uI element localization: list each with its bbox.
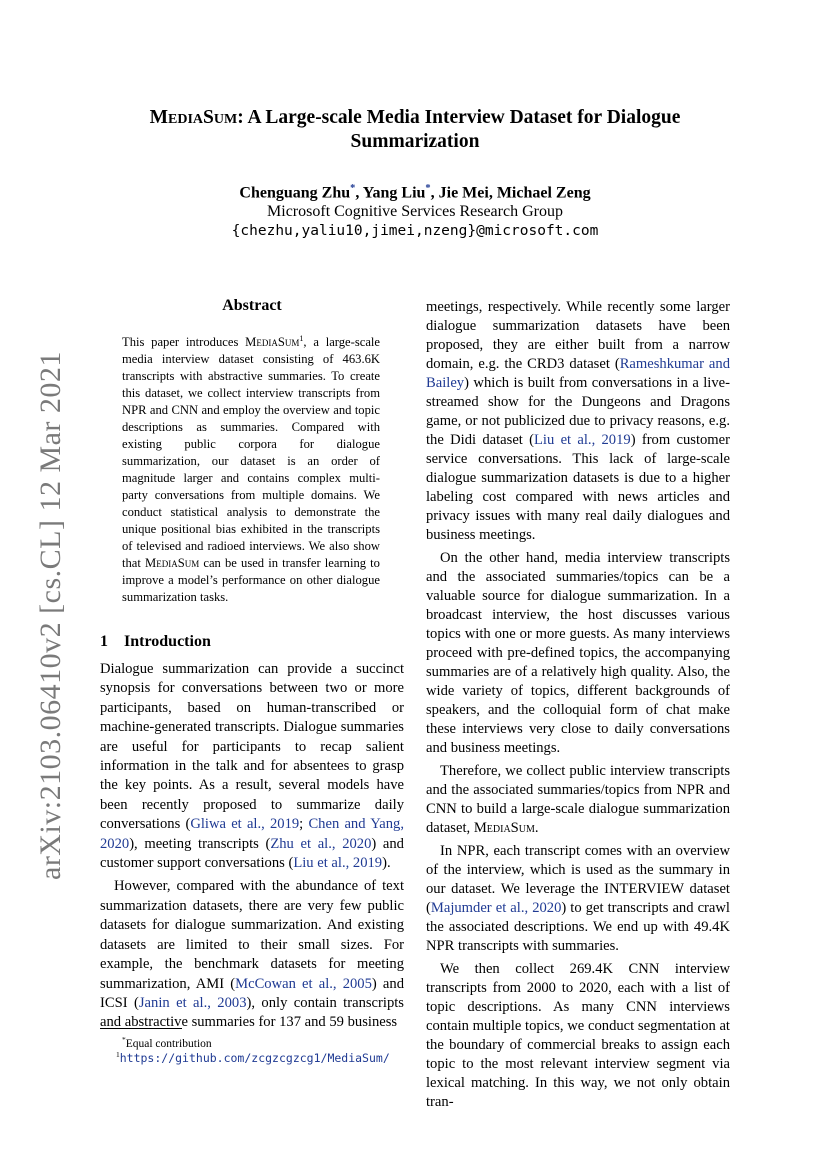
body-text: Therefore, we collect public interview transcripts and the associated summaries/topics from NPR and CNN to build a large-scale dialogue summarization dataset, xyxy=(426,763,730,836)
abstract-text-3: can be used in transfer learning to improve a model’s performance on other dialogue summarization tasks. xyxy=(122,556,380,605)
author-rest: Jie Mei, Michael Zeng xyxy=(438,184,591,202)
dataset-name: MediaSum xyxy=(473,820,535,836)
intro-right-column xyxy=(426,298,730,1112)
citation-link[interactable]: Chen and Yang, 2020 xyxy=(100,816,404,852)
arxiv-watermark xyxy=(26,290,70,890)
body-text: In NPR, each transcript comes with an overview of the interview, which is used as the summary in our dataset. We leverage the INTERVIEW dataset ( xyxy=(426,843,730,916)
body-text: ) from customer service conversations. This lack of large-scale dialogue summarization datasets is due to a higher labeling cost compared with news articles and privacy issues with many real daily dialogues and business meetings. xyxy=(426,432,730,543)
citation-link[interactable]: Liu et al., 2019 xyxy=(534,432,631,448)
section-heading xyxy=(100,633,211,651)
intro-text: However, compared with the abundance of text summarization datasets, there are very few public datasets for dialogue summarization. And existing datasets are limited to their small sizes. For example, the benchmark datasets for meeting summarization, AMI ( xyxy=(100,878,404,992)
title-rest: : A Large-scale Media Interview Dataset for Dialogue Summarization xyxy=(237,107,681,152)
intro-left-column xyxy=(100,660,404,1033)
right-paragraph-4 xyxy=(426,842,730,956)
intro-text: ) and ICSI ( xyxy=(100,975,404,1011)
section-title: Introduction xyxy=(124,633,211,650)
footnote-2 xyxy=(100,1047,420,1067)
paper-title xyxy=(110,106,720,154)
author-list: Chenguang Zhu*, Yang Liu*, Jie Mei, Michael Zeng xyxy=(239,183,591,202)
citation-link[interactable]: Gliwa et al., 2019 xyxy=(190,816,300,833)
equal-contrib-mark-2[interactable]: * xyxy=(425,183,431,194)
affiliation: Microsoft Cognitive Services Research Group xyxy=(267,203,563,220)
intro-text: ), only contain transcripts and abstractive summaries for 137 and 59 business xyxy=(100,994,404,1031)
footnote-ref-1[interactable]: 1 xyxy=(299,334,304,343)
arxiv-id: arXiv:2103.06410v2 [cs.CL] 12 Mar 2021 xyxy=(34,351,67,880)
citation-link[interactable]: Liu et al., 2019 xyxy=(293,855,383,872)
intro-text: ). xyxy=(382,855,391,872)
citation-link[interactable]: Rameshkumar and Bailey xyxy=(426,356,730,391)
author-1: Chenguang Zhu xyxy=(239,184,351,202)
citation-link[interactable]: Zhu et al., 2020 xyxy=(270,835,372,852)
body-text: . xyxy=(534,820,539,836)
footnote-rule xyxy=(100,1028,182,1029)
abstract-body xyxy=(122,330,380,606)
citation-link[interactable]: McCowan et al., 2005 xyxy=(235,975,372,992)
citation-link[interactable]: Janin et al., 2003 xyxy=(138,994,247,1011)
repository-url-link[interactable]: https://github.com/zcgzcgzcg1/MediaSum/ xyxy=(119,1050,390,1065)
citation-link[interactable]: Majumder et al., 2020 xyxy=(430,900,562,916)
intro-text: ) and customer support conversations ( xyxy=(100,835,404,872)
footnote-mark: 1 xyxy=(116,1050,120,1059)
intro-paragraph-1 xyxy=(100,660,404,873)
abstract-text-1: This paper introduces xyxy=(122,335,246,350)
body-text: ) which is built from conversations in a live-streamed show for the Dungeons and Dragons game, or not publicized due to privacy reasons, e.g. the Didi dataset ( xyxy=(426,375,730,448)
author-2: Yang Liu xyxy=(362,184,426,202)
abstract-dataset-name-2: MediaSum xyxy=(145,556,200,571)
abstract-dataset-name: MediaSum xyxy=(245,335,300,350)
intro-text: ; xyxy=(299,816,309,833)
author-email: {chezhu,yaliu10,jimei,nzeng}@microsoft.com xyxy=(231,223,599,239)
right-paragraph-5: We then collect 269.4K CNN interview transcripts from 2000 to 2020, each with a list of topic descriptions. As many CNN interviews contain multiple topics, we conduct segmentation at the boundary of commercial breaks to assign each topic to the most relevant interview segment via lexical matching. In this way, we not only obtain tran- xyxy=(426,961,730,1110)
title-dataset-name: MediaSum xyxy=(149,107,238,128)
footnote-mark: * xyxy=(122,1035,126,1044)
footnote-text: Equal contribution xyxy=(125,1037,212,1050)
intro-paragraph-2 xyxy=(100,877,404,1032)
right-paragraph-3 xyxy=(426,762,730,838)
equal-contrib-mark-1[interactable]: * xyxy=(350,183,356,194)
intro-text: Dialogue summarization can provide a succinct synopsis for conversations between two or more participants, based on human-transcribed or machine-generated transcripts. Dialogue summaries are useful for participants to recap salient information in the talk and for absentees to grasp the key points. As a result, several models have been recently proposed to summarize daily conversations ( xyxy=(100,661,404,833)
body-text: ) to get transcripts and crawl the associated descriptions. We end up with 49.4K NPR transcripts with summaries. xyxy=(426,900,730,954)
intro-text: ), meeting transcripts ( xyxy=(129,835,271,852)
right-paragraph-2: On the other hand, media interview transcripts and the associated summaries/topics can be a valuable source for dialogue summarization. In a broadcast interview, the host discusses various topics with one or more guests. As many interviews proceed with pre-defined topics, the accompanying summaries are of a relatively high quality. Also, the wide variety of topics, different backgrounds of speakers, and the colloquial form of chat make these interviews very close to daily conversations and business meetings. xyxy=(426,550,730,756)
right-paragraph-1 xyxy=(426,298,730,545)
abstract-text-2: , a large-scale media interview dataset consisting of 463.6K transcripts with abstractive summaries. To create this dataset, we collect interview transcripts from NPR and CNN and employ the overview and topic descriptions as summaries. Compared with existing public corpora for dialogue summarization, our dataset is an order of magnitude larger and contains complex multi-party conversations from multiple domains. We conduct statistical analysis to demonstrate the unique positional bias exhibited in the transcripts of televised and radioed interviews. We also show that xyxy=(122,335,380,571)
section-number: 1 xyxy=(100,633,108,650)
abstract-heading: Abstract xyxy=(222,297,282,314)
body-text: meetings, respectively. While recently some larger dialogue summarization datasets have been proposed, they are either built from a narrow domain, e.g. the CRD3 dataset ( xyxy=(426,299,730,372)
